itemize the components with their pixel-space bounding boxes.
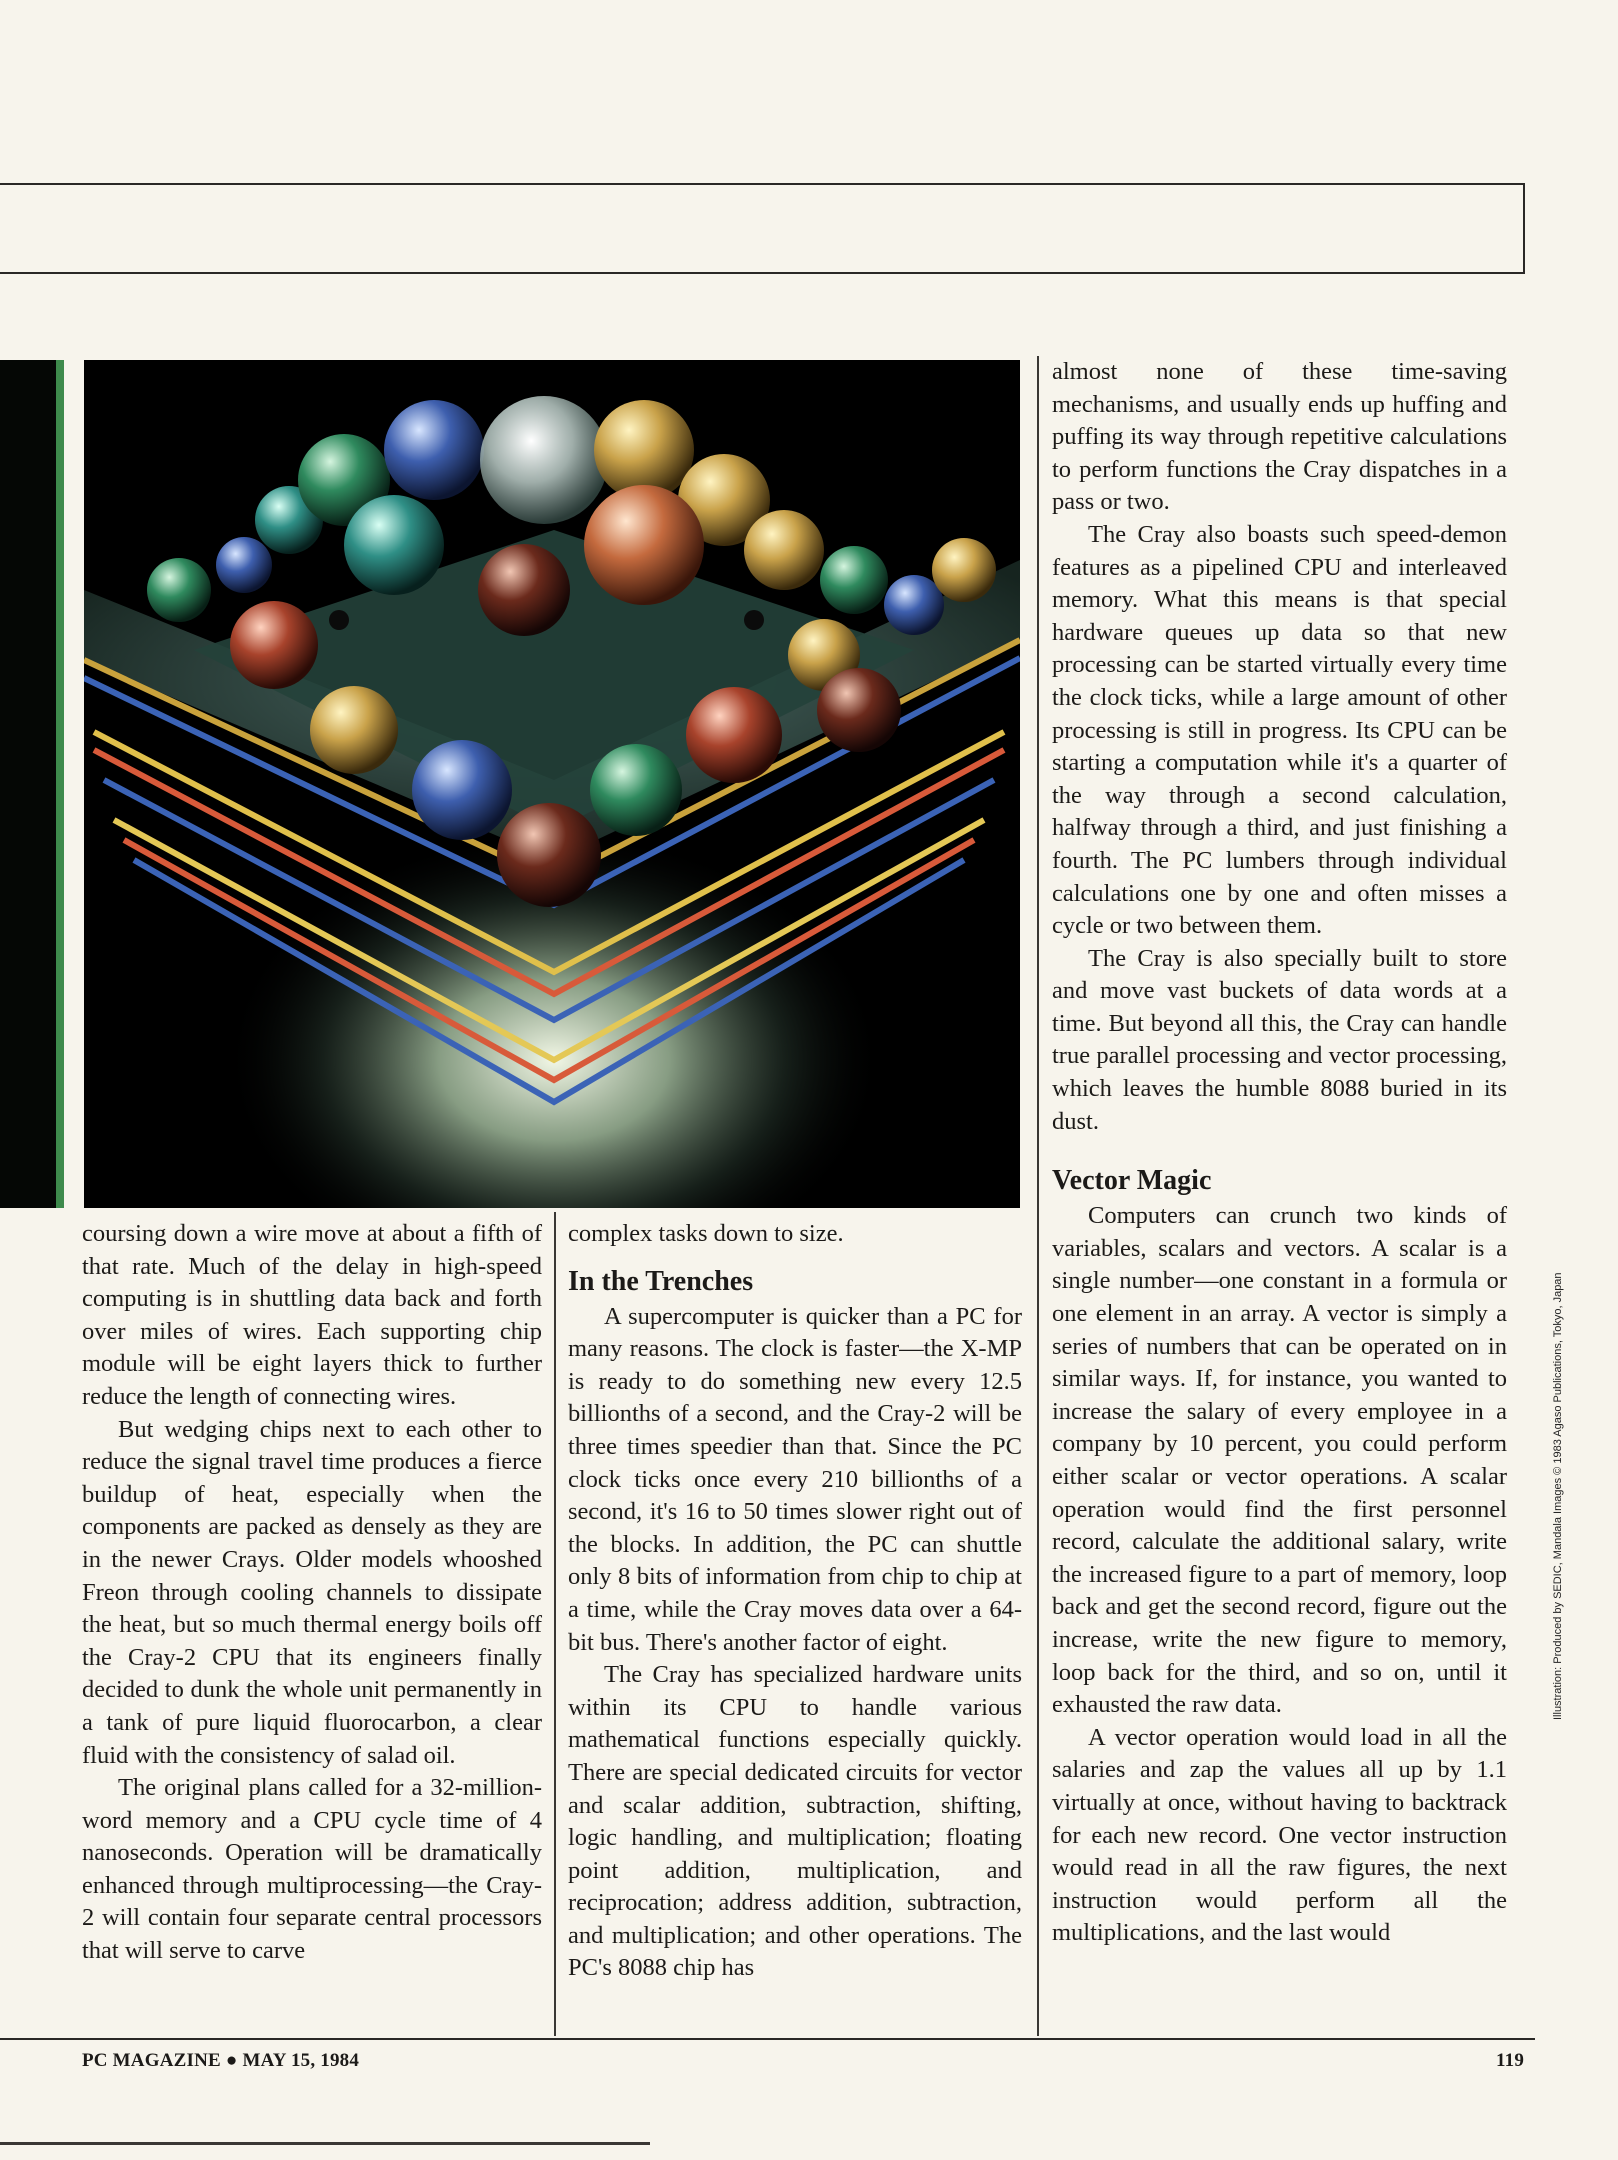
page-number: 119 (1496, 2050, 1525, 2071)
section-heading-vector-magic: Vector Magic (1052, 1165, 1212, 1197)
bottom-edge-rule (0, 2142, 650, 2145)
column-rule-right (1037, 356, 1039, 2036)
cray-sphere-illustration (84, 360, 1020, 1208)
col3-paragraph-4: A vector operation would load in all the salaries and zap the values all up by 1.1 virtually at once, without having to backtrack for each new record. One vector instruction would read in all the raw figures, the next instruction would perform all the multiplications, and the last would (1052, 1723, 1507, 1947)
col2-paragraph-1: A supercomputer is quicker than a PC for many reasons. The clock is faster—the X-MP is ready to do something new every 12.5 billionths of a second, and the Cray-2 will be three times speedier than that. Since the PC clock ticks once every 210 billionths of a second, it's 16 to 50 times slower right out of the blocks. In addition, the PC can shuttle only 8 bits of information from chip to chip at a time, while the Cray moves data over a 64-bit bus. There's another factor of eight. (568, 1302, 1022, 1656)
col2-paragraph-2: The Cray has specialized hardware units within its CPU to handle various mathematical functions especially quickly. There are special dedicated circuits for vector and scalar addition, subtraction, shifting, logic handling, and multiplication; floating point addition, multiplication, and reciprocation; address addition, subtraction, and multiplication; and other operations. The PC's 8088 chip has (568, 1661, 1022, 1982)
col1-paragraph-3: The original plans called for a 32-million-word memory and a CPU cycle time of 4 nanoseconds. Operation will be dramatically enhanced through multiprocessing—the Cray-2 will contain four separate central processors that will serve to carve (82, 1774, 542, 1965)
col3-paragraph-1: The Cray also boasts such speed-demon features as a pipelined CPU and interleaved memory. What this means is that special hardware queues up data so that new processing can be started virtually every time the clock ticks, while a large amount of other processing is still in progress. Its CPU can be starting a computation while it's a quarter of the way through a second calculation, halfway through a third, and just finishing a fourth. The PC lumbers through individual calculations one by one and often misses a cycle or two between them. (1052, 520, 1507, 940)
footer-magazine-line (82, 2050, 359, 2072)
col2-lead-line: complex tasks down to size. (568, 1220, 844, 1247)
col1-paragraph-1: coursing down a wire move at about a fifth of that rate. Much of the delay in high-speed computing is in shuttling data back and forth over miles of wires. Each supporting chip module will be eight layers thick to further reduce the length of connecting wires. (82, 1220, 542, 1410)
article-column-2 (568, 1218, 1022, 1985)
col3-lead-paragraph: almost none of these time-saving mechanisms, and usually ends up huffing and puffing its way through repetitive calculations to perform functions the Cray dispatches in a pass or two. (1052, 358, 1507, 516)
column-rule-left (554, 1212, 556, 2036)
footer-magazine-name: PC MAGAZINE (82, 2050, 221, 2071)
article-column-1 (82, 1218, 542, 1968)
footer-rule (0, 2038, 1535, 2040)
col3-paragraph-3: Computers can crunch two kinds of variables, scalars and vectors. A scalar is a single number—one constant in a formula or one element in an array. A vector is simply a series of numbers that can be operated on in similar ways. If, for instance, you wanted to increase the salary of every employee in a company by 10 percent, you could perform either scalar or vector operations. A scalar operation would find the first personnel record, calculate the additional salary, write the increased figure to a part of memory, loop back and get the second record, figure out the increase, write the new figure to memory, loop back for the third, and so on, until it exhausted the raw data. (1052, 1202, 1507, 1719)
col3-paragraph-2: The Cray is also specially built to store and move vast buckets of data words at a time. But beyond all this, the Cray can handle true parallel processing and vector processing, which leaves the humble 8088 buried in its dust. (1052, 944, 1507, 1135)
section-heading-in-the-trenches: In the Trenches (568, 1265, 754, 1297)
illustration-credit: Illustration: Produced by SEDIC, Mandala Images © 1983 Agaso Publications, Tokyo, Japan (1552, 1272, 1564, 1720)
bullet-icon: ● (225, 2050, 238, 2071)
article-column-3 (1052, 356, 1507, 1950)
green-side-bar (0, 360, 64, 1208)
col1-paragraph-2: But wedging chips next to each other to reduce the signal travel time produces a fierce buildup of heat, especially when the components are packed as densely as they are in the newer Crays. Older models whooshed Freon through cooling channels to dissipate the heat, but so much thermal energy boils off the Cray-2 CPU that its engineers finally decided to dunk the whole unit permanently in a tank of pure liquid fluorocarbon, a clear fluid with the consistency of salad oil. (82, 1415, 542, 1769)
illustration-graphic (84, 360, 1020, 1208)
header-frame (0, 183, 1525, 274)
footer-date: MAY 15, 1984 (242, 2050, 360, 2071)
